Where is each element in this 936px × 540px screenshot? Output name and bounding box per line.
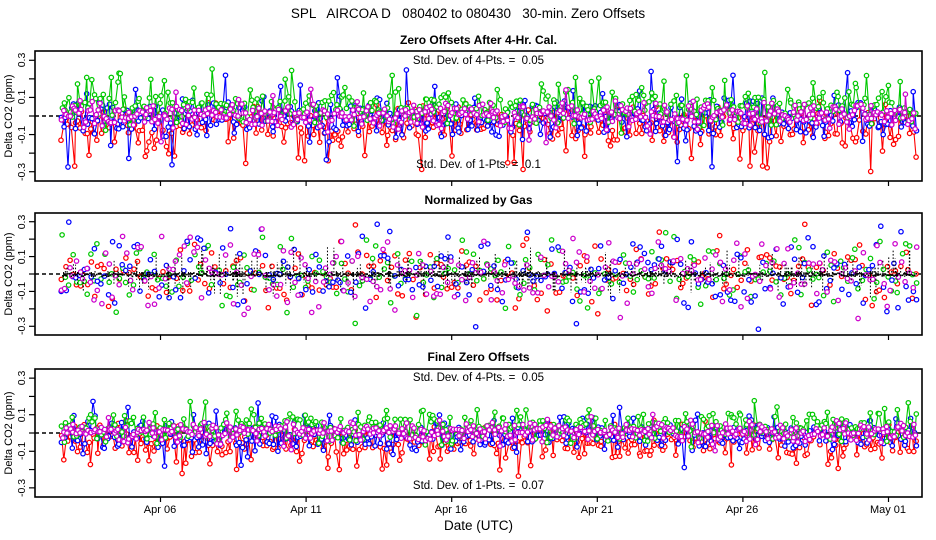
panel2-title: Normalized by Gas: [424, 193, 533, 207]
y-tick-label: 0.1: [16, 249, 28, 264]
panel1-stddev-1pts: Std. Dev. of 1-Pts. = 0.1: [416, 159, 541, 171]
x-tick-label: Apr 21: [580, 504, 614, 516]
y-tick-label: 0.3: [16, 52, 28, 68]
panel3-title: Final Zero Offsets: [427, 350, 530, 364]
x-tick-label: Apr 16: [434, 504, 468, 516]
y-tick-label: -0.3: [16, 162, 28, 181]
panel3-stddev-4pts: Std. Dev. of 4-Pts. = 0.05: [412, 372, 545, 384]
y-tick-label: 0.3: [16, 370, 28, 386]
x-tick-label: May 01: [869, 504, 907, 516]
x-tick-label: Apr 26: [725, 504, 759, 516]
y-tick-label: -0.3: [16, 317, 28, 336]
y-tick-label: 0.1: [16, 407, 28, 423]
x-tick-label: Apr 06: [143, 504, 177, 516]
panel1-stddev-4pts: Std. Dev. of 4-Pts. = 0.05: [412, 55, 545, 67]
panel1-y-axis-label: Delta CO2 (ppm): [3, 74, 15, 158]
y-tick-label: 0.1: [16, 90, 28, 105]
y-tick-label: 0.3: [16, 214, 28, 230]
main-title: SPL AIRCOA D 080402 to 080430 30-min. Zero Offsets: [290, 6, 646, 21]
panel-2: [29, 213, 922, 340]
x-tick-label: Apr 11: [290, 504, 322, 516]
panel1-title: Zero Offsets After 4-Hr. Cal.: [400, 33, 557, 47]
panel2-y-axis-label: Delta CO2 (ppm): [3, 232, 15, 316]
x-axis-label: Date (UTC): [443, 518, 513, 533]
y-tick-label: -0.1: [16, 282, 28, 301]
y-tick-label: -0.1: [16, 442, 28, 461]
y-tick-label: -0.1: [16, 125, 28, 144]
y-tick-label: -0.3: [16, 478, 28, 497]
panel3-stddev-1pts: Std. Dev. of 1-Pts. = 0.07: [412, 480, 545, 492]
panel3-y-axis-label: Delta CO2 (ppm): [3, 391, 15, 475]
